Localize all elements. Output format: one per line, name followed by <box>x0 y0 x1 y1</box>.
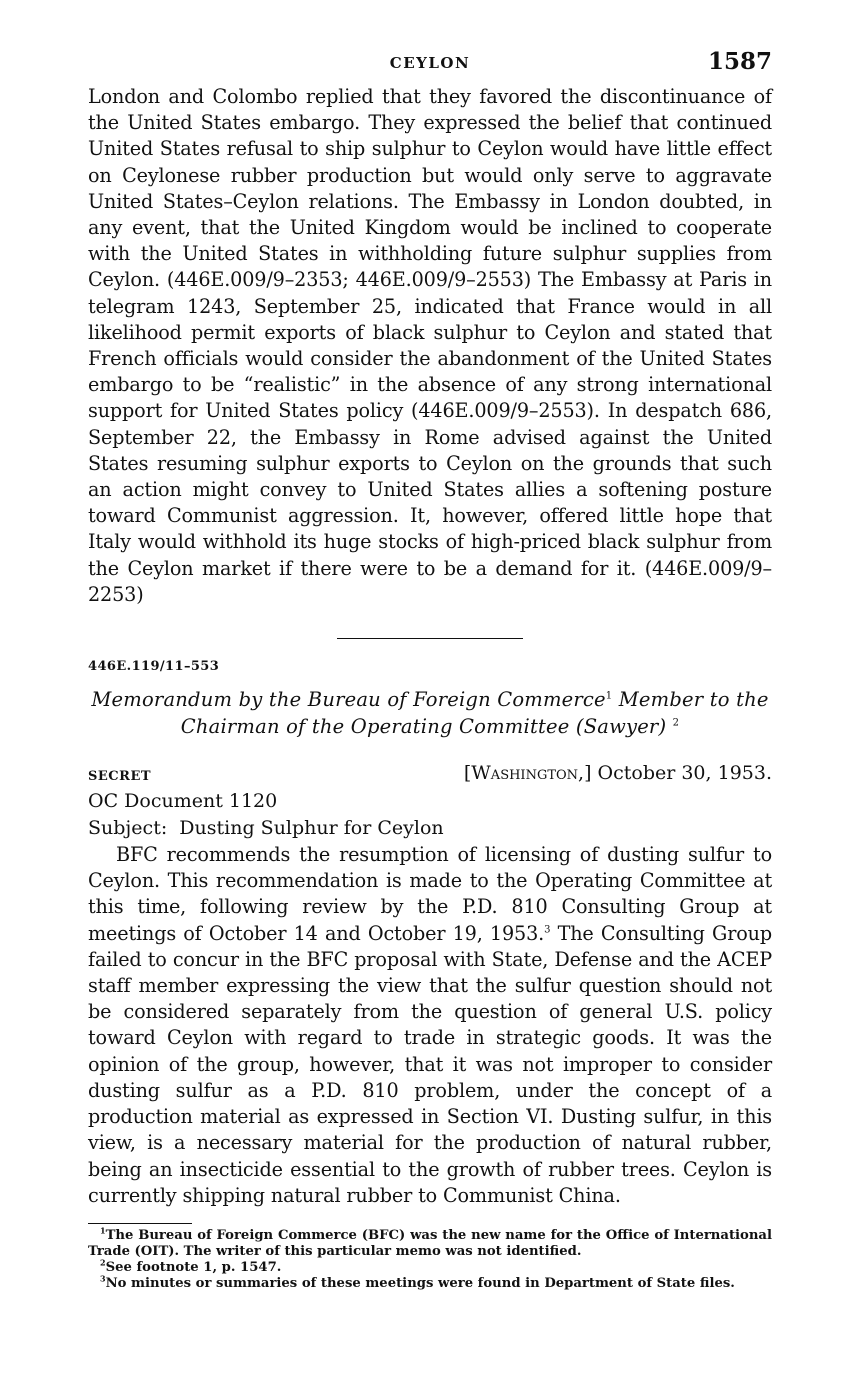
page-header <box>88 48 772 84</box>
title-text-2: Chairman of the Operating Committee (Sawyer) <box>180 715 667 739</box>
footnote-marker: 2 <box>100 1257 106 1268</box>
footnote-3 <box>88 1273 772 1292</box>
dateline <box>464 762 772 784</box>
footnote-2 <box>88 1257 772 1276</box>
memo-body-part-1: BFC recommends the resumption of licensing of dusting sulfur to Ceylon. This recommendation is made to the Operating Committee at this time, following review by the P.D. 810 Consulting Group at meetings of October 14 and October 19, 1953. <box>88 843 772 945</box>
footnote-ref-3[interactable]: 3 <box>544 924 551 936</box>
title-text-1: Memorandum by the Bureau of Foreign Commerce <box>91 688 606 712</box>
page-number: 1587 <box>707 48 772 75</box>
subject-line: Subject: Dusting Sulphur for Ceylon <box>88 817 444 840</box>
memo-body <box>88 842 772 1209</box>
footnote-ref-2[interactable]: 2 <box>672 717 680 729</box>
dateline-place: [Washington,] <box>463 762 592 785</box>
title-line-1 <box>88 686 772 713</box>
footnote-marker: 1 <box>100 1225 106 1236</box>
footnote-marker: 3 <box>100 1273 106 1284</box>
document-title <box>88 686 772 740</box>
document-page <box>88 48 772 1292</box>
classification-label: SECRET <box>88 769 152 785</box>
meta-row <box>88 762 772 788</box>
memo-body-part-2: The Consulting Group failed to concur in the BFC proposal with State, Defense and the ACEP staff member expressing the view that the sulfur question should not be considered separately from the question of general U.S. policy toward Ceylon with regard to trade in strategic goods. It was the opinion of the group, however, that it was not improper to consider dusting sulfur as a P.D. 810 problem, under the concept of a production material as expressed in Section VI. Dusting sulfur, in this view, is a necessary material for the production of natural rubber, being an insecticide essential to the growth of rubber trees. Ceylon is currently shipping natural rubber to Communist China. <box>88 921 772 1207</box>
footnote-text: No minutes or summaries of these meetings were found in Department of State files. <box>105 1275 735 1291</box>
intro-paragraph: London and Colombo replied that they favored the discontinuance of the United States embargo. They expressed the belief that continued United States refusal to ship sulphur to Ceylon would have little effect on Ceylonese rubber production but would only serve to aggravate United States–Ceylon relations. The Embassy in London doubted, in any event, that the United Kingdom would be inclined to cooperate with the United States in withholding future sulphur supplies from Ceylon. (446E.009/9–2353; 446E.009/9–2553) The Embassy at Paris in telegram 1243, September 25, indicated that France would in all likelihood permit exports of black sulphur to Ceylon and stated that French officials would consider the abandonment of the United States embargo to be “realistic” in the absence of any strong international support for United States policy (446E.009/9–2553). In despatch 686, September 22, the Embassy in Rome advised against the United States resuming sulphur exports to Ceylon on the grounds that such an action might convey to United States allies a softening posture toward Communist aggression. It, however, offered little hope that Italy would withhold its huge stocks of high-priced black sulphur from the Ceylon market if there were to be a demand for it. (446E.009/9–2253) <box>88 85 772 606</box>
footnotes <box>88 1225 772 1292</box>
footnote-text: See footnote 1, p. 1547. <box>105 1259 282 1275</box>
title-line-2 <box>88 713 772 740</box>
footnote-1 <box>88 1225 772 1260</box>
footnote-divider <box>88 1223 192 1224</box>
title-text-1b: Member to the <box>612 688 769 712</box>
running-head: CEYLON <box>389 54 471 72</box>
footnote-text: The Bureau of Foreign Commerce (BFC) was the new name for the Office of International Trade (OIT). The writer of this particular memo was not identified. <box>88 1227 772 1259</box>
section-divider <box>337 638 523 639</box>
footnote-ref-1[interactable]: 1 <box>605 690 613 702</box>
oc-document-number: OC Document 1120 <box>88 790 278 813</box>
file-number: 446E.119/11–553 <box>88 659 220 675</box>
dateline-date: October 30, 1953. <box>591 762 772 785</box>
